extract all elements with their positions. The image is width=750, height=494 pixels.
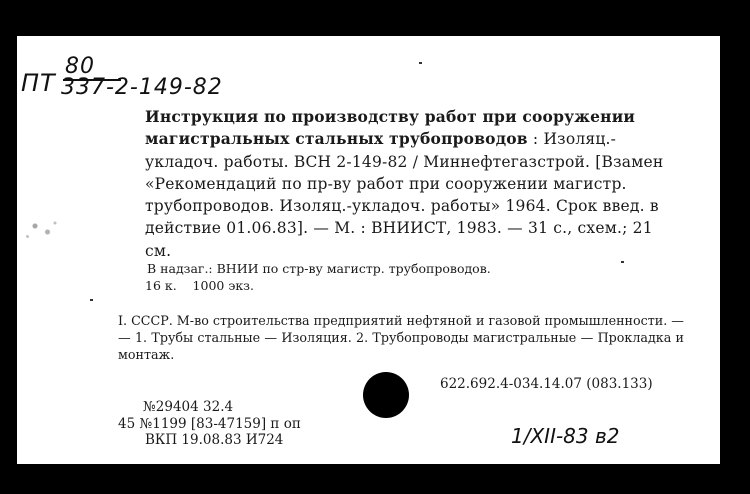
catalog-card xyxy=(17,36,720,464)
ink-smudge xyxy=(20,214,70,244)
speck xyxy=(419,62,422,64)
shelfmark-prefix: ПТ xyxy=(21,69,56,97)
record-number: №29404 32.4 xyxy=(143,399,234,415)
description-title: Инструкция по производству работ при сооружении магистральных стальных трубопроводов xyxy=(145,107,636,149)
shelfmark-top: 80 xyxy=(65,54,95,79)
subject-headings: I. СССР. М-во строительства предприятий нефтяной и газовой промышленности. — — 1. Трубы стальные — Изоляция. 2. Трубопроводы магистральные — Прокладка и монтаж. xyxy=(118,313,684,363)
description-rest: : Изоляц.-укладоч. работы. ВСН 2-149-82 / Миннефтегазстрой. [Взамен «Рекомендаций по пр-ву работ при сооружении магистр. трубопроводов. Изоляц.-укладоч. работы» 1964. Срок введ. в действие 01.06.83]. — М. : ВНИИСТ, 1983. — 31 с., схем.; 21 см. xyxy=(145,130,664,260)
handwritten-date: 1/XII-83 в2 xyxy=(511,424,620,448)
shelfmark-bottom: 337-2-149-82 xyxy=(61,75,223,100)
supervision-note: В надзаг.: ВНИИ по стр-ву магистр. трубопроводов. xyxy=(147,261,491,276)
bibliographic-description xyxy=(145,106,683,262)
udc-index: 622.692.4-034.14.07 (083.133) xyxy=(440,376,653,392)
speck xyxy=(621,261,624,263)
issue-info: 16 к. 1000 экз. xyxy=(145,278,254,293)
speck xyxy=(90,299,93,301)
vkp-line: ВКП 19.08.83 И724 xyxy=(145,432,284,448)
punch-hole xyxy=(363,372,409,418)
card-number: 45 №1199 [83-47159] п оп xyxy=(118,416,301,432)
